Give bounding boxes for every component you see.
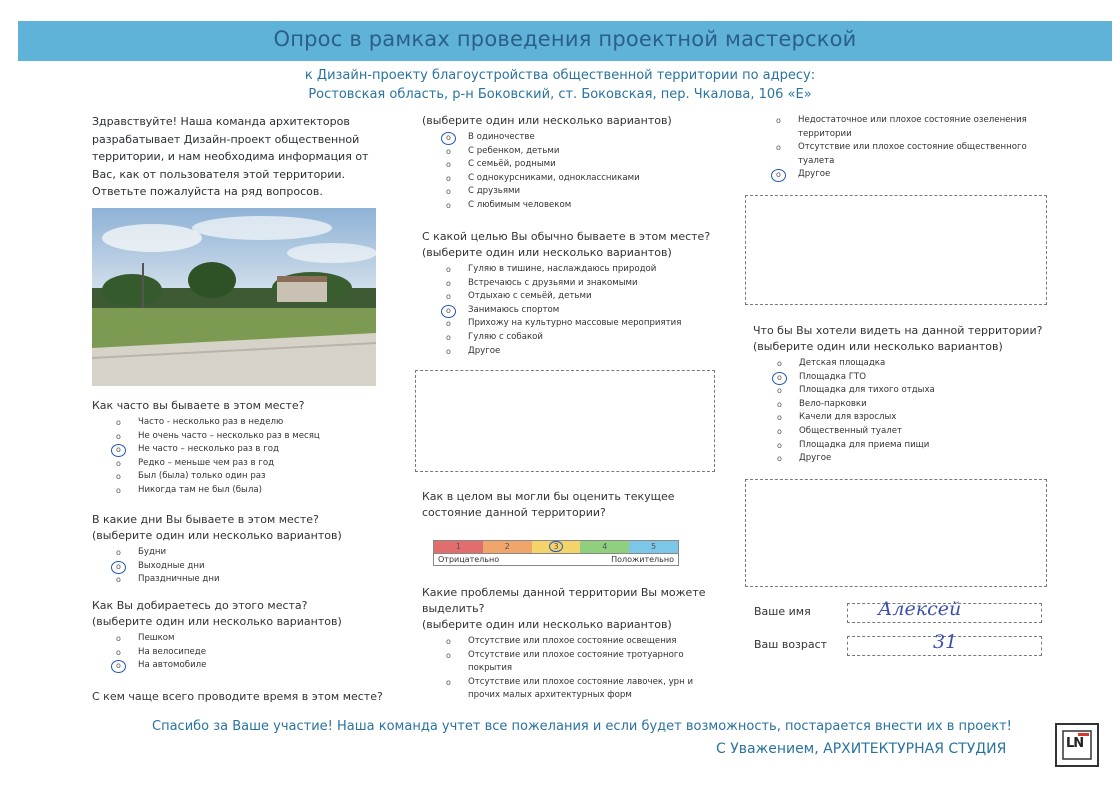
radio-option[interactable]: o (446, 346, 451, 356)
rating-bar (433, 540, 679, 554)
radio-option[interactable]: o (116, 548, 121, 557)
option-label: Отсутствие или плохое состояние лавочек, урн и (468, 676, 694, 687)
option-label: Часто - несколько раз в неделю (138, 417, 284, 427)
purpose-other-textbox[interactable] (415, 370, 715, 472)
question-hint: (выберите один или несколько вариантов) (422, 618, 672, 631)
name-handwritten-value: Алексей (878, 598, 962, 620)
question-text: состояние данной территории? (422, 506, 606, 519)
option-label: С друзьями (468, 186, 521, 197)
question-days (92, 512, 402, 587)
intro-line: разрабатывает Дизайн-проект общественной (92, 132, 360, 146)
rating-cell-value: 5 (651, 542, 657, 551)
radio-option-selected[interactable]: o (777, 371, 782, 385)
subtitle-line-2: Ростовская область, р-н Боковский, ст. Боковская, пер. Чкалова, 106 «Е» (308, 87, 812, 102)
option-label: Редко – меньше чем раз в год (138, 457, 275, 468)
option-label: Гуляю в тишине, наслаждаюсь природой (468, 264, 657, 274)
option-label: Детская площадка (799, 358, 886, 368)
question-hint: (выберите один или несколько вариантов) (422, 114, 672, 127)
question-text: выделить? (422, 602, 485, 615)
radio-option[interactable]: o (116, 431, 121, 441)
option-label: В одиночестве (468, 132, 535, 142)
option-label: Гуляю с собакой (468, 331, 543, 342)
option-label: Был (была) только один раз (138, 471, 266, 482)
intro-text (92, 113, 392, 201)
radio-option[interactable]: o (777, 386, 782, 396)
radio-option[interactable]: o (446, 146, 451, 156)
question-hint: (выберите один или несколько вариантов) (92, 529, 342, 542)
radio-option[interactable]: o (777, 413, 782, 423)
option-label: Площадка для тихого отдыха (799, 385, 935, 396)
question-text: С какой целью Вы обычно бываете в этом месте? (422, 230, 711, 243)
option-label: Никогда там не был (была) (138, 484, 262, 495)
option-label: Качели для взрослых (799, 412, 897, 423)
option-label-continued: покрытия (468, 663, 513, 674)
radio-option[interactable]: o (446, 265, 451, 274)
radio-option[interactable]: o (116, 485, 121, 495)
question-problems-continued (752, 112, 1062, 182)
age-handwritten-value: 31 (933, 631, 958, 653)
radio-option[interactable]: o (777, 440, 782, 450)
footer-signature: С Уважением, АРХИТЕКТУРНАЯ СТУДИЯ (716, 741, 1007, 757)
radio-option-selected[interactable]: o (776, 168, 781, 182)
radio-option-selected[interactable]: o (116, 560, 121, 574)
radio-option[interactable]: o (116, 634, 121, 643)
rating-cell-value: 1 (455, 542, 461, 551)
rating-cell-value: 4 (602, 542, 608, 551)
rating-cell-5[interactable] (629, 541, 678, 553)
option-label: Вело-парковки (799, 398, 867, 409)
option-label-continued: туалета (798, 155, 835, 166)
radio-option-selected[interactable]: o (446, 304, 451, 318)
option-label: Будни (138, 547, 167, 557)
question-rating (422, 489, 722, 521)
radio-option[interactable]: o (777, 359, 782, 368)
wishes-other-textbox[interactable] (745, 479, 1047, 587)
question-company-title: С кем чаще всего проводите время в этом месте? (92, 690, 383, 703)
option-label: Отсутствие или плохое состояние освещения (468, 636, 677, 646)
option-label: Встречаюсь с друзьями и знакомыми (468, 277, 638, 288)
radio-option[interactable]: o (446, 160, 451, 170)
option-label: Праздничные дни (138, 574, 220, 585)
question-wishes (753, 323, 1073, 466)
option-label: С ребенком, детьми (468, 145, 560, 156)
option-label: С семьёй, родными (468, 159, 556, 170)
question-text: Какие проблемы данной территории Вы можете (422, 586, 706, 599)
radio-option[interactable]: o (776, 116, 781, 125)
question-hint: (выберите один или несколько вариантов) (92, 615, 342, 628)
question-hint: (выберите один или несколько вариантов) (753, 340, 1003, 353)
radio-option-selected[interactable]: o (116, 659, 121, 673)
radio-option[interactable]: o (777, 426, 782, 436)
name-label: Ваше имя (754, 605, 811, 618)
question-transport (92, 598, 402, 673)
radio-option[interactable]: o (116, 647, 121, 657)
option-label: На автомобиле (138, 660, 207, 671)
intro-line: Вас, как от пользователя этой территории. (92, 167, 346, 181)
option-label: Занимаюсь спортом (468, 304, 560, 315)
rating-cell-4[interactable] (580, 541, 629, 553)
question-text: Как в целом вы могли бы оценить текущее (422, 490, 675, 503)
question-company-options (422, 113, 732, 213)
question-text: Как Вы добираетесь до этого места? (92, 599, 308, 612)
option-label: Выходные дни (138, 560, 205, 571)
territory-photo (92, 208, 376, 386)
rating-scale (433, 540, 679, 566)
option-label: Пешком (138, 633, 175, 643)
option-label: С любимым человеком (468, 199, 572, 210)
option-label: Площадка для приема пищи (799, 439, 930, 450)
radio-option[interactable]: o (446, 677, 451, 687)
territory-photo-image (92, 208, 376, 386)
question-text: Что бы Вы хотели видеть на данной территории? (753, 324, 1043, 337)
radio-option-selected[interactable]: o (446, 131, 451, 145)
option-label: Отсутствие или плохое состояние тротуарного (468, 649, 684, 660)
radio-option[interactable]: o (446, 292, 451, 302)
option-label-continued: территории (798, 128, 852, 139)
radio-option[interactable]: o (446, 637, 451, 646)
question-frequency (92, 398, 402, 498)
radio-option[interactable]: o (116, 458, 121, 468)
name-input[interactable] (847, 598, 1042, 623)
option-label: Прихожу на культурно массовые мероприятия (468, 318, 682, 329)
option-label-continued: прочих малых архитектурных форм (468, 690, 632, 701)
intro-line: территории, и нам необходима информация от (92, 150, 369, 163)
page-title: Опрос в рамках проведения проектной мастерской (273, 27, 857, 51)
option-label: С однокурсниками, одноклассниками (468, 172, 640, 183)
rating-cell-1[interactable] (434, 541, 483, 553)
header-banner (18, 21, 1112, 61)
radio-option[interactable]: o (777, 399, 782, 409)
question-text: Как часто вы бываете в этом месте? (92, 399, 305, 412)
option-label: Не очень часто – несколько раз в месяц (138, 430, 320, 441)
rating-cell-value: 3 (549, 541, 562, 552)
question-hint: (выберите один или несколько вариантов) (422, 246, 672, 259)
age-input[interactable] (847, 631, 1042, 656)
subtitle-line-1: к Дизайн-проекту благоустройства общественной территории по адресу: (304, 68, 816, 83)
radio-option[interactable]: o (446, 187, 451, 197)
radio-option[interactable]: o (446, 319, 451, 329)
rating-labels (433, 554, 679, 566)
radio-option[interactable]: o (446, 650, 451, 660)
radio-option[interactable]: o (116, 418, 121, 427)
intro-line: Ответьте пожалуйста на ряд вопросов. (92, 185, 323, 198)
option-label: Другое (468, 345, 501, 356)
question-problems (422, 585, 732, 703)
question-text: В какие дни Вы бываете в этом месте? (92, 513, 319, 526)
option-label: Другое (798, 169, 831, 180)
radio-option[interactable]: o (446, 278, 451, 288)
option-label: Площадка ГТО (799, 371, 866, 382)
option-label: Не часто – несколько раз в год (138, 444, 279, 455)
footer-thanks: Спасибо за Ваше участие! Наша команда учтет все пожелания и если будет возможность, постарается внести их в проект! (152, 719, 1012, 734)
radio-option[interactable]: o (776, 143, 781, 153)
option-label: Другое (799, 453, 832, 464)
problems-other-textbox[interactable] (745, 195, 1047, 305)
studio-logo-text: LN (1066, 736, 1084, 751)
radio-option[interactable]: o (446, 200, 451, 210)
studio-logo (1055, 723, 1099, 767)
option-label: На велосипеде (138, 646, 207, 657)
rating-cell-value: 2 (504, 542, 510, 551)
rating-label-positive: Положительно (611, 555, 674, 564)
option-label: Общественный туалет (799, 425, 903, 436)
option-label: Недостаточное или плохое состояние озеленения (798, 115, 1027, 125)
intro-line: Здравствуйте! Наша команда архитекторов (92, 115, 350, 128)
option-label: Отдыхаю с семьёй, детьми (468, 291, 592, 302)
radio-option[interactable]: o (446, 332, 451, 342)
radio-option-selected[interactable]: o (116, 443, 121, 457)
question-purpose (422, 229, 732, 358)
rating-cell-2[interactable] (483, 541, 532, 553)
option-label: Отсутствие или плохое состояние общественного (798, 142, 1027, 153)
age-label: Ваш возраст (754, 638, 828, 651)
radio-option[interactable]: o (777, 454, 782, 464)
rating-label-negative: Отрицательно (438, 555, 500, 564)
radio-option[interactable]: o (116, 472, 121, 482)
rating-cell-3[interactable] (532, 541, 581, 553)
radio-option[interactable]: o (446, 173, 451, 183)
radio-option[interactable]: o (116, 575, 121, 585)
